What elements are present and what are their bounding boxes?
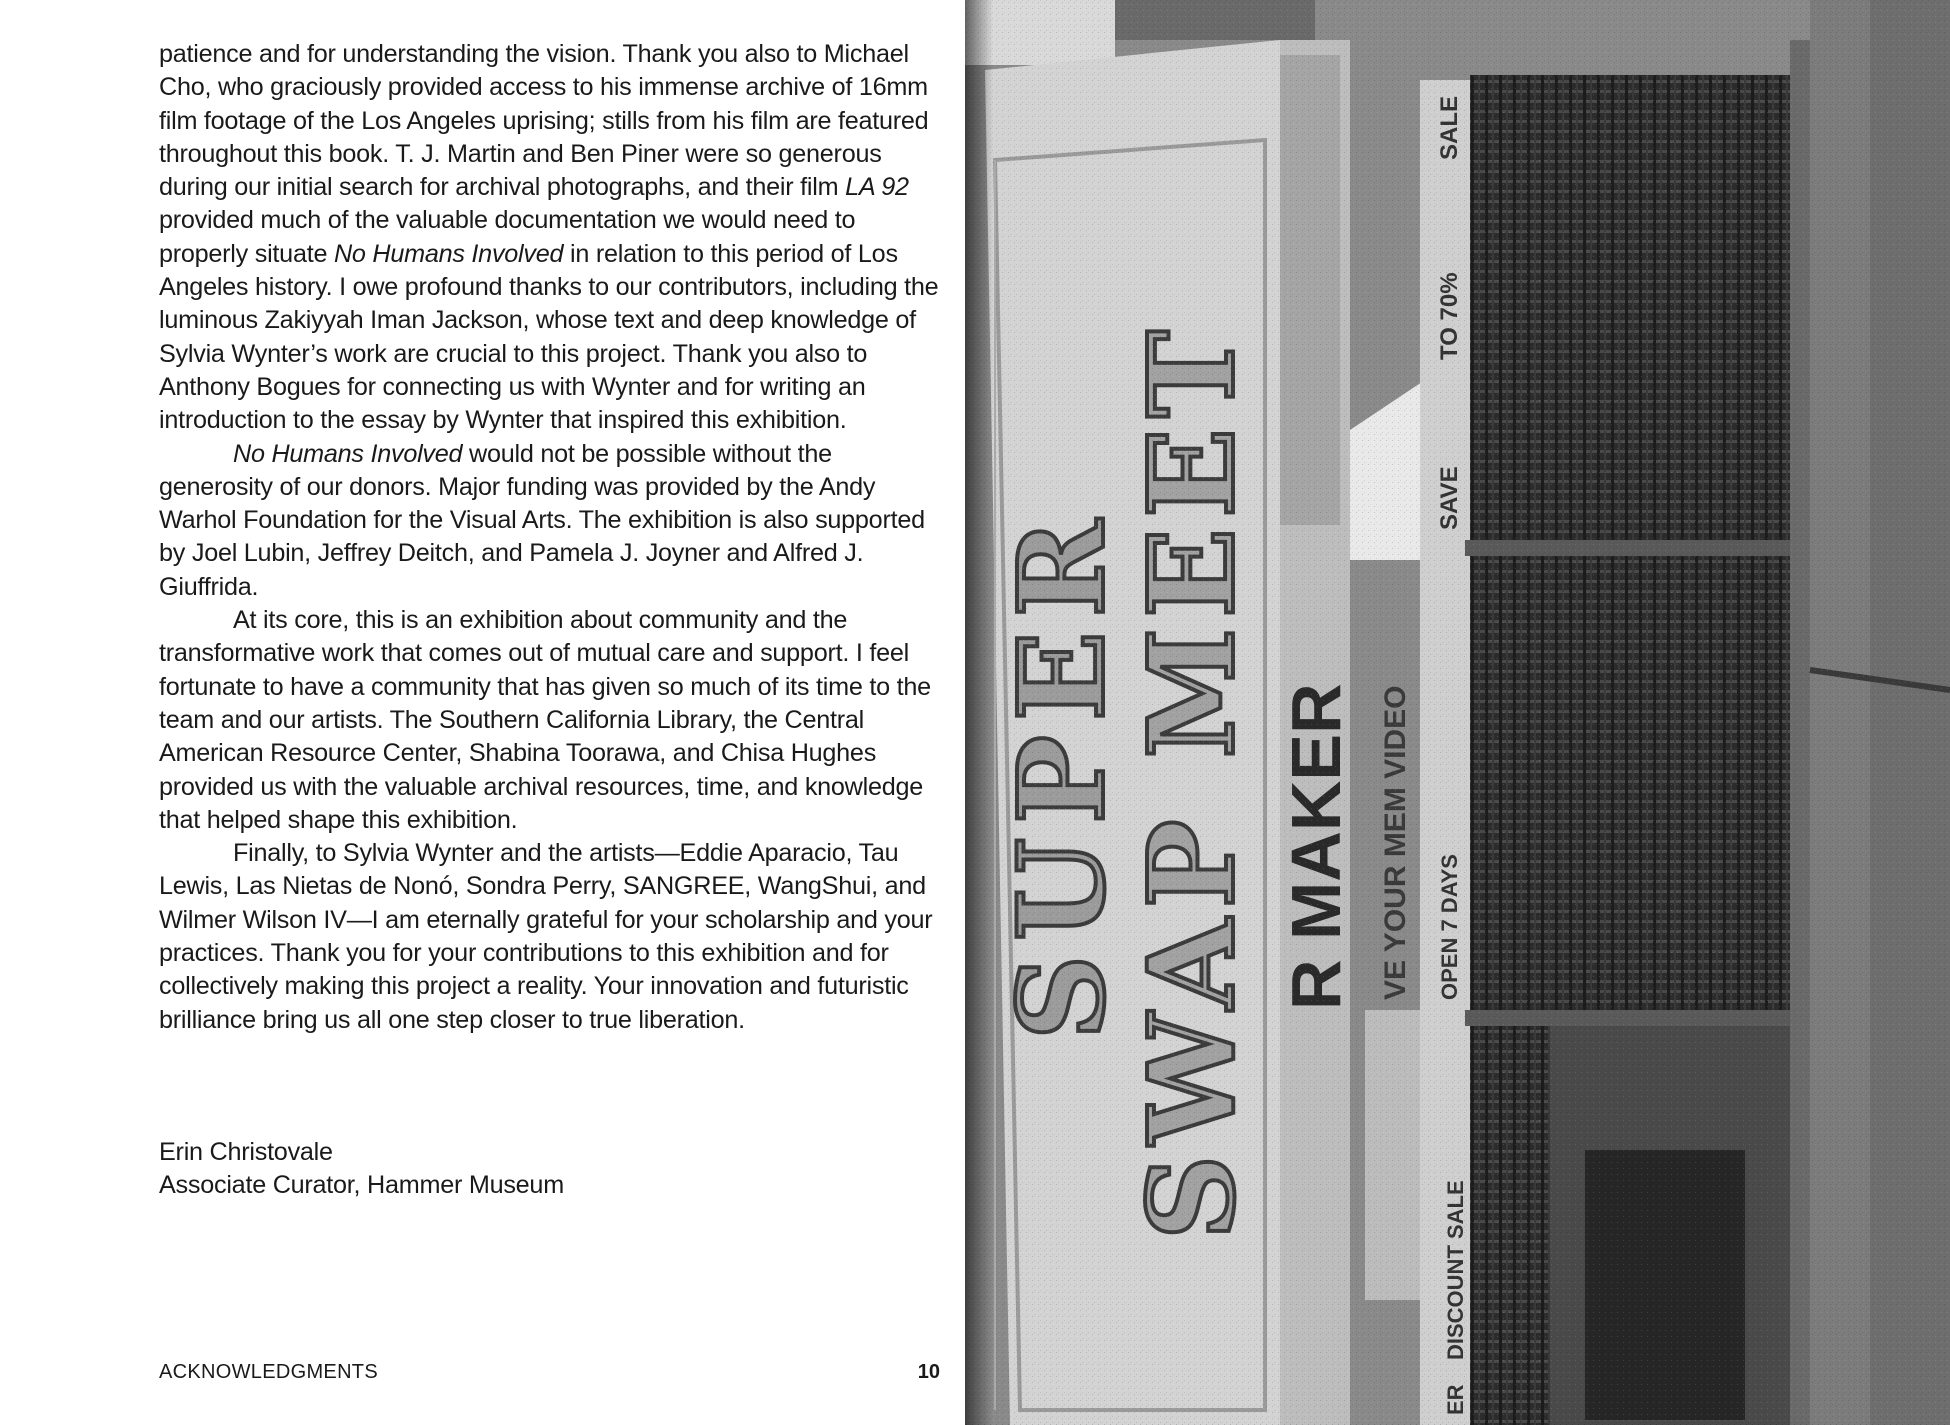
paragraph-1 (159, 38, 949, 438)
spine-shadow (965, 0, 993, 1425)
paragraph-3: At its core, this is an exhibition about community and the transformative work that comes out of mutual care and support. I feel fortunate to have a community that has given so much of its time to the team and our artists. The Southern California Library, the Central American Resource Center, Shabina Toorawa, and Chisa Hughes provided us with the valuable archival resources, time, and knowledge that helped shape this exhibition. (159, 606, 931, 834)
acknowledgments-text (159, 38, 949, 1037)
swap-meet-photo (965, 0, 1950, 1425)
running-footer-section: ACKNOWLEDGMENTS (159, 1361, 378, 1383)
p2-exhibition-title: No Humans Involved (233, 439, 463, 468)
signature-name: Erin Christovale (159, 1138, 333, 1166)
page-number: 10 (917, 1361, 940, 1383)
swap-meet-photo-drawing (965, 0, 1950, 1425)
paragraph-4: Finally, to Sylvia Wynter and the artists—Eddie Aparacio, Tau Lewis, Las Nietas de Nonó, Sondra Perry, SANGREE, WangShui, and Wilmer Wilson IV—I am eternally grateful for your scholarship and your practices. Thank you for your contributions to this exhibition and for collectively making this project a reality. Your innovation and futuristic brilliance bring us all one step closer to true liberation. (159, 839, 933, 1034)
p1-text-c: provided much of the valuable documentation we would need to properly situate (159, 206, 856, 268)
signature-block (159, 1136, 564, 1203)
p2-text-b: would not be possible without the generosity of our donors. Major funding was provided by the Andy Warhol Foundation for the Visual Arts. The exhibition is also supported by Joel Lubin, Jeffrey Deitch, and Pamela J. Joyner and Alfred J. Giuffrida. (159, 439, 925, 601)
signature-title: Associate Curator, Hammer Museum (159, 1171, 564, 1200)
p1-exhibition-title: No Humans Involved (333, 239, 564, 268)
paragraph-2 (159, 438, 949, 604)
left-page (0, 0, 965, 1425)
p1-text-a: patience and for understanding the vision. Thank you also to Michael Cho, who graciously provided access to his immense archive of 16mm film footage of the Los Angeles uprising; stills from his film are featured throughout this book. T. J. Martin and Ben Piner were so generous during our initial search for archival photographs, and their film (159, 40, 929, 202)
p1-text-e: in relation to this period of Los Angeles history. I owe profound thanks to our contributors, including the luminous Zakiyyah Iman Jackson, whose text and deep knowledge of Sylvia Wynter’s work are crucial to this project. Thank you also to Anthony Bogues for connecting us with Wynter and for writing an introduction to the essay by Wynter that inspired this exhibition. (159, 239, 939, 435)
film-grain (965, 0, 1950, 1425)
p1-film-title: LA 92 (845, 173, 909, 202)
